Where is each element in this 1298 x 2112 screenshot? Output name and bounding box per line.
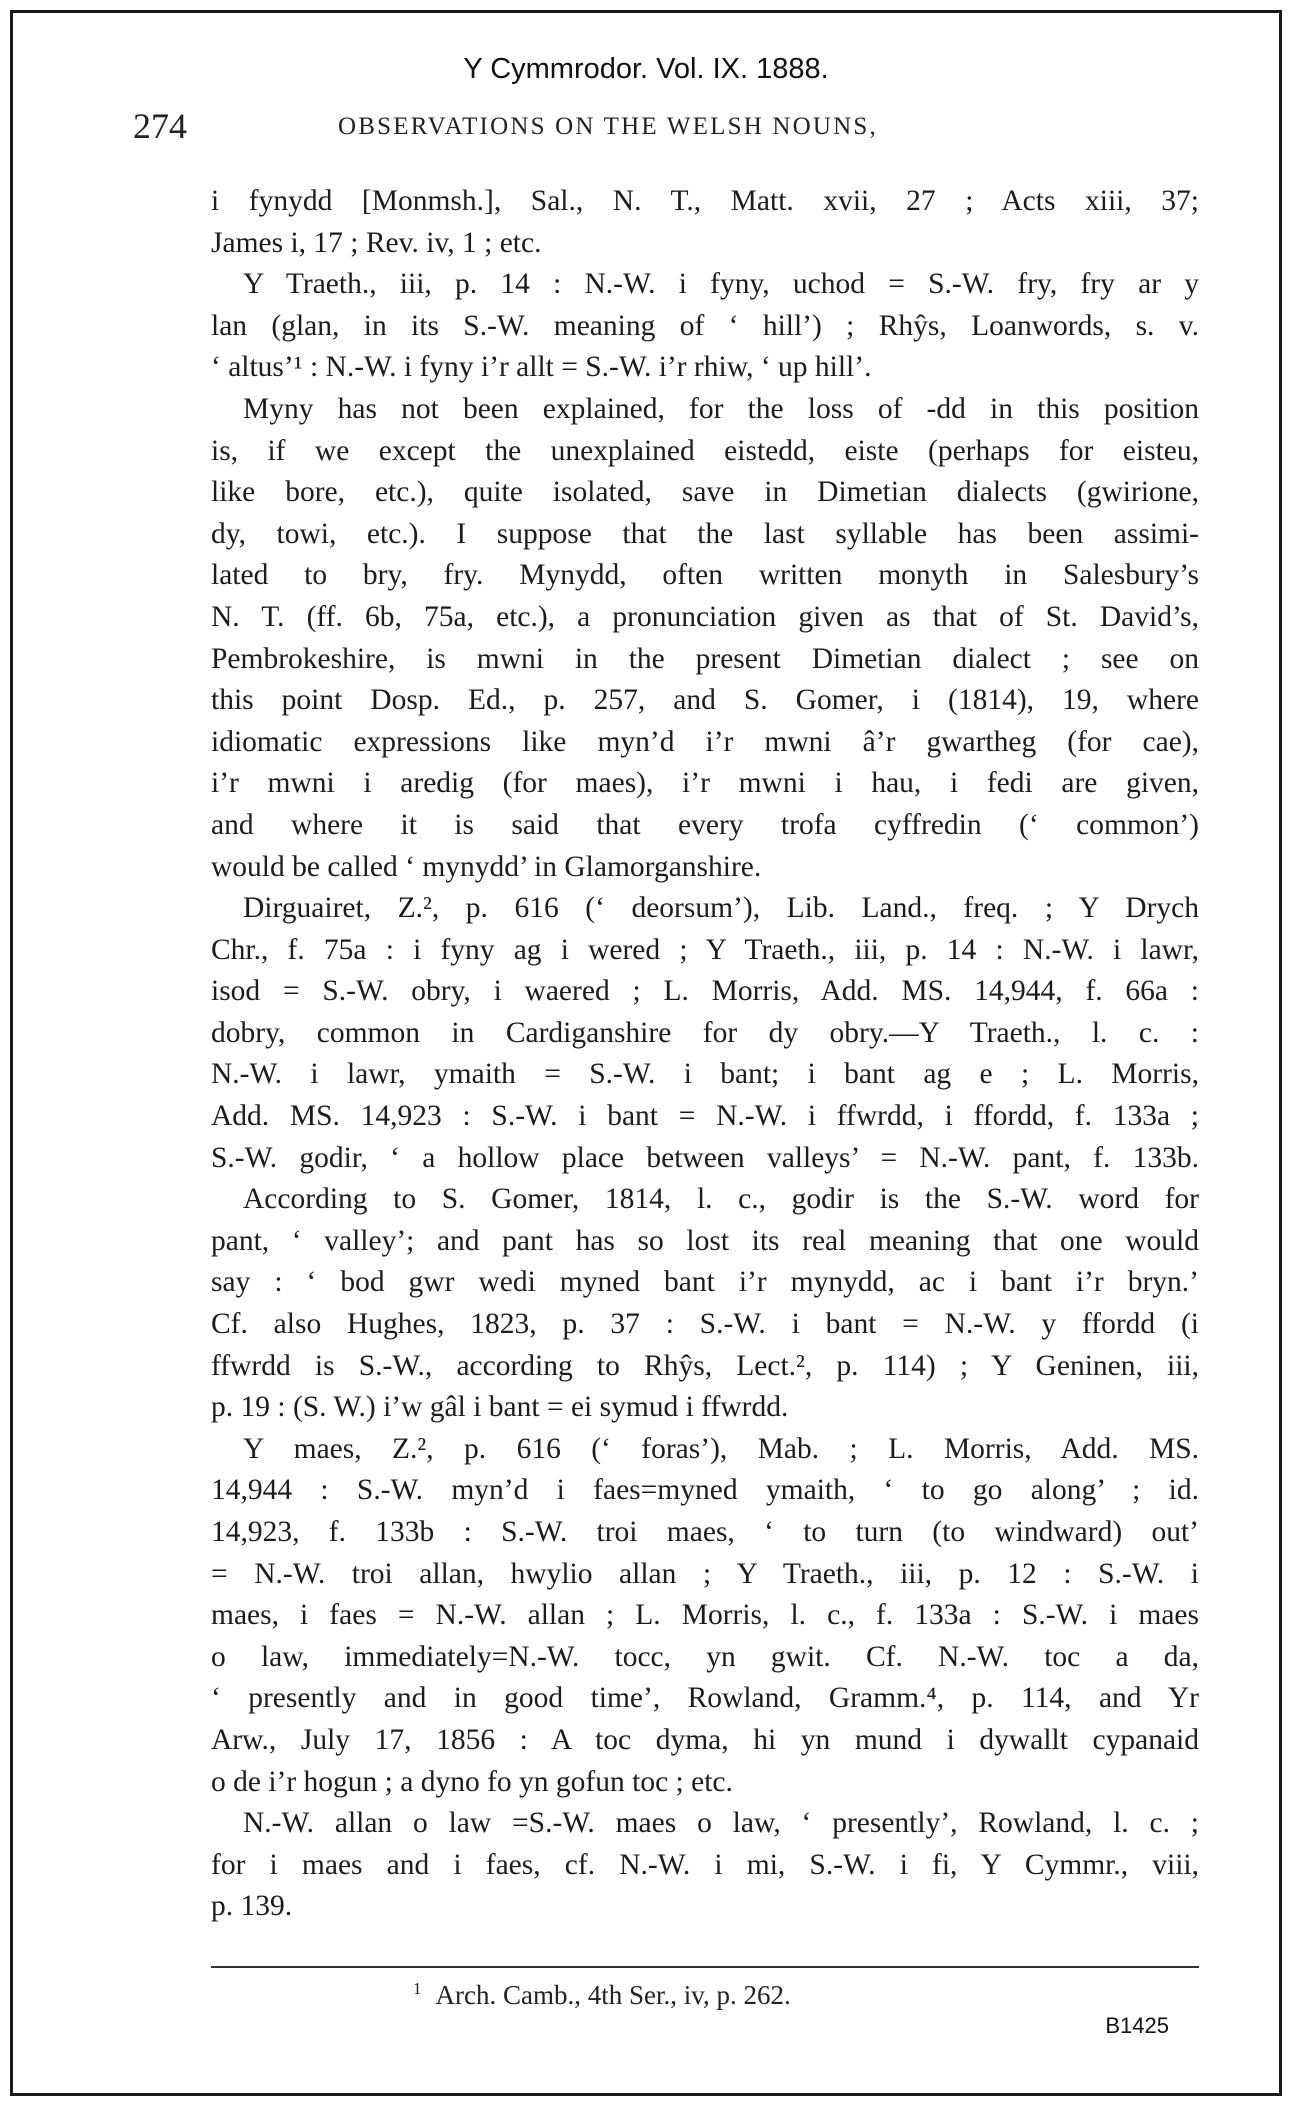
text-line: ‘ presently and in good time’, Rowland, Gramm.⁴, p. 114, and Yr [211, 1682, 1199, 1715]
text-line: N.-W. i lawr, ymaith = S.-W. i bant; i bant ag e ; L. Morris, [211, 1058, 1199, 1091]
text-line: = N.-W. troi allan, hwylio allan ; Y Traeth., iii, p. 12 : S.-W. i [211, 1557, 1199, 1590]
text-line: dy, towi, etc.). I suppose that the last syllable has been assimi- [211, 517, 1199, 550]
text-line: Myny has not been explained, for the loss of -dd in this position [243, 392, 1199, 425]
text-line: is, if we except the unexplained eistedd, eiste (perhaps for eisteu, [211, 434, 1199, 467]
text-line: lated to bry, fry. Mynydd, often written monyth in Salesbury’s [211, 559, 1199, 592]
text-line: pant, ‘ valley’; and pant has so lost its real meaning that one would [211, 1224, 1199, 1257]
source-citation: Y Cymmrodor. Vol. IX. 1888. [463, 53, 829, 85]
page-frame [10, 10, 1282, 2096]
text-line: isod = S.-W. obry, i waered ; L. Morris, Add. MS. 14,944, f. 66a : [211, 975, 1199, 1008]
text-line: N. T. (ff. 6b, 75a, etc.), a pronunciation given as that of St. David’s, [211, 600, 1199, 633]
page-number: 274 [133, 106, 187, 146]
text-line: 14,923, f. 133b : S.-W. troi maes, ‘ to turn (to windward) out’ [211, 1516, 1199, 1548]
text-line: Arw., July 17, 1856 : A toc dyma, hi yn mund i dywallt cypanaid [211, 1723, 1199, 1756]
text-line: Y Traeth., iii, p. 14 : N.-W. i fyny, uchod = S.-W. fry, fry ar y [243, 268, 1199, 301]
text-line: i fynydd [Monmsh.], Sal., N. T., Matt. xvii, 27 ; Acts xiii, 37; [211, 185, 1199, 217]
text-line: would be called ‘ mynydd’ in Glamorganshire. [211, 850, 762, 883]
text-line: p. 19 : (S. W.) i’w gâl i bant = ei symud i ffwrdd. [211, 1391, 789, 1424]
text-line: Y maes, Z.², p. 616 (‘ foras’), Mab. ; L. Morris, Add. MS. [243, 1432, 1199, 1465]
text-line: James i, 17 ; Rev. iv, 1 ; etc. [211, 226, 542, 259]
text-line: p. 139. [211, 1890, 293, 1923]
text-line: Pembrokeshire, is mwni in the present Dimetian dialect ; see on [211, 642, 1199, 675]
text-line: maes, i faes = N.-W. allan ; L. Morris, l. c., f. 133a : S.-W. i maes [211, 1599, 1199, 1632]
text-line: o law, immediately=N.-W. tocc, yn gwit. Cf. N.-W. toc a da, [211, 1640, 1199, 1673]
text-line: like bore, etc.), quite isolated, save in Dimetian dialects (gwirione, [211, 476, 1199, 509]
text-line: lan (glan, in its S.-W. meaning of ‘ hill’) ; Rhŷs, Loanwords, s. v. [211, 309, 1199, 342]
text-line: ffwrdd is S.-W., according to Rhŷs, Lect.², p. 114) ; Y Geninen, iii, [211, 1349, 1199, 1382]
text-line: 14,944 : S.-W. myn’d i faes=myned ymaith, ‘ to go along’ ; id. [211, 1474, 1199, 1507]
text-line: and where it is said that every trofa cyffredin (‘ common’) [211, 808, 1199, 841]
text-line: Dirguairet, Z.², p. 616 (‘ deorsum’), Lib. Land., freq. ; Y Drych [243, 892, 1199, 925]
running-head: OBSERVATIONS ON THE WELSH NOUNS, [338, 113, 878, 140]
text-line: Cf. also Hughes, 1823, p. 37 : S.-W. i bant = N.-W. y ffordd (i [211, 1308, 1199, 1341]
footnote [413, 1979, 791, 2011]
text-line: idiomatic expressions like myn’d i’r mwni â’r gwartheg (for cae), [211, 725, 1199, 758]
text-line: ‘ altus’¹ : N.-W. i fyny i’r allt = S.-W. i’r rhiw, ‘ up hill’. [211, 351, 872, 384]
body-text [211, 181, 1199, 1928]
text-line: for i maes and i faes, cf. N.-W. i mi, S.-W. i fi, Y Cymmr., viii, [211, 1848, 1199, 1881]
text-line: i’r mwni i aredig (for maes), i’r mwni i hau, i fedi are given, [211, 767, 1199, 800]
footnote-rule [211, 1966, 1199, 1968]
text-line: Chr., f. 75a : i fyny ag i wered ; Y Traeth., iii, p. 14 : N.-W. i lawr, [211, 933, 1199, 966]
text-line: N.-W. allan o law =S.-W. maes o law, ‘ presently’, Rowland, l. c. ; [243, 1807, 1199, 1840]
text-line: say : ‘ bod gwr wedi myned bant i’r mynydd, ac i bant i’r bryn.’ [211, 1266, 1199, 1299]
footnote-marker: 1 [413, 1979, 422, 1998]
text-line: dobry, common in Cardiganshire for dy obry.—Y Traeth., l. c. : [211, 1016, 1199, 1049]
reference-code: B1425 [1105, 2013, 1169, 2038]
text-line: o de i’r hogun ; a dyno fo yn gofun toc ; etc. [211, 1765, 733, 1798]
text-line: this point Dosp. Ed., p. 257, and S. Gomer, i (1814), 19, where [211, 684, 1199, 717]
text-line: S.-W. godir, ‘ a hollow place between valleys’ = N.-W. pant, f. 133b. [211, 1141, 1199, 1174]
text-line: According to S. Gomer, 1814, l. c., godir is the S.-W. word for [243, 1183, 1199, 1216]
footnote-text: Arch. Camb., 4th Ser., iv, p. 262. [435, 1980, 791, 2010]
text-line: Add. MS. 14,923 : S.-W. i bant = N.-W. i ffwrdd, i ffordd, f. 133a ; [211, 1100, 1199, 1133]
